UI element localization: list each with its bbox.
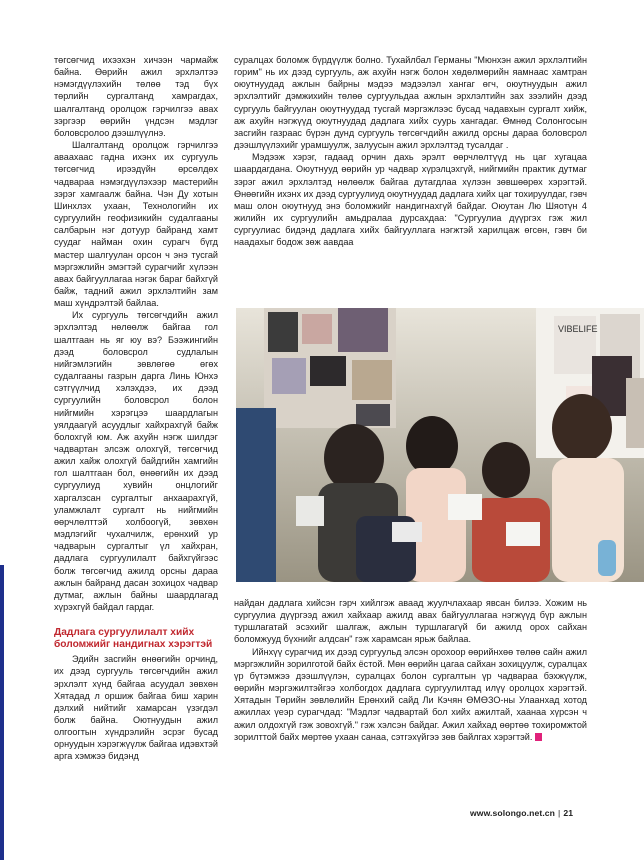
- job-fair-photo-illustration: [236, 308, 644, 582]
- page-edge-bar: [0, 565, 4, 860]
- right-top-paragraph-2: Мэдээж хэрэг, гадаад орчин дахь эрэлт өөрчлөлтүүд нь цаг хугацаа шаардагдана. Оюутнууд өөрийн ур чадвар хүрэлцэхгүй, нийгмийн практик дутмаг зэрэг ажил эрхлэлтэд нөлөөлж байгаа дутагдлаа хүлээн зөвшөөрөх хэрэгтэй. Өнөөгийн ихэнх их дээд сургуулиуд оюутнуудад дадлага хийх цаг тохируулдаг, гэвч маш олон оюутнууд энэ боломжийг нандигнахгүй байдаг. Оюутан Лю Шяотүн 4 жилийн их сургуулийн амьдралаа дурсахдаа: "Сургуулиа дүүргэх гэж жил сургуулиас бидэнд дадлага хийх байгууллага нэгжтэй харилцаж өгсөн, гэвч би наадахыг бодож зөж аавдаа: [234, 152, 587, 248]
- right-top-paragraph-1: суралцах боломж бүрдүүлж болно. Тухайлбал Германы "Мюнхэн ажил эрхлэлтийн горим" нь их дээд сургууль, аж ахуйн нэгж болон хөдөлмөрийн яамнаас хамтран оюутнуудад ажлын байрны мэдээ мэдээлэл хангаг өгч, оюутнуудын ажил эрхлэлтийг дэмжихийн төлөө сургуульдаа ажлын эрхлэлтийн зах зээлийн дээд сургууль байгуулан оюутнуудад тусгай мэргэжлээс бусад чадавхын сургалт хийж, аж ахуйн нэгжүүд оюутнуудад дадлага хийх суурь хангадаг. Өмнөд Солонгосын засгийн газраас бүрэн дунд сургууль төгсөгчдийн ажилд орсны дараа боловсрол дээшлүүлэхийг урамшуулж, залуусын ажил эрхлэлтэд тусалдаг .: [234, 55, 587, 151]
- left-paragraph-1: төгсөгчид ихээхэн хичээн чармайж байна. Өөрийн ажил эрхлэлтээ нэмэгдүүлэхийн төлөө тэд бүх төрлийн сургалтанд хамрагдах, шалгалтанд оролцож гэрчилгээ авах зэргээр өөрийн үндсэн мэдлэг боловсролоо дээшлүүлнэ.: [54, 55, 218, 138]
- footer-separator: |: [558, 808, 561, 818]
- left-paragraph-4: Эдийн засгийн өнөөгийн орчинд, их дээд сургууль төгсөгчдийн ажил эрхлэлт хүнд байгаа асуудал зөвхөн Хятадад л оршиж байгаа биш харин дэлхий нийтийг хамарсан үзэгдэл болж байна. Оютнуудын ажил олгоогтын хүндрэлийн эсрэг бусад орнуудын хэрэгжүүлж байгаа идэвхтэй арга хэмжээ бидэнд: [54, 654, 218, 762]
- right-column-bottom: [234, 597, 587, 743]
- page-number: 21: [563, 808, 574, 818]
- left-paragraph-3: Их сургууль төгсөгчдийн ажил эрхлэлтэд нөлөөлж байгаа гол шалтгаан нь яг юу вэ? Бээжингийн дээд боловсрол судлалын нийгэмлэгийн зөвлөгөө өгөх судалгааны газрын дарга Линь Юнхэ сэтгүүлчид хэлэхдээ, их дээд сургуулийн боловсрол болон нийгмийн хэрэгцээ шаардлагын уялдаагүй асуудлыг хайхрахгүй байж болохгүй юм. Аж ахуйн нэгж шилдэг чадвартан элсэж олохгүй, төгсөгчид ажил хайж олохгүй байдгийн хамгийн гол шалтгаан бол, өнөөгийн их дээд сургуулиуд хувийн онцлогийг харгалзсан сургалтыг анхаарахгүй, уламжлалт сургалт нь нийгмийн өөрчлөлттэй холбоогүй, зөвхөн мэдлэгийг чухалчилж, ерөнхий ур чадварын сургалтыг үл хайхран, дадлага сургуулилалт байхгүйгээс болж төгсөгчид ажилд орсны дараа ажлын байранд дасан зохицох чадвар дутмаг, ажлын байны шаардлагад хүрэхгүй байдал гардаг.: [54, 310, 218, 613]
- left-paragraph-2: Шалгалтанд оролцож гэрчилгээ аваахаас гадна ихэнх их сургууль төгсөгчид ирээдүйн өрсөлдөх чадвараа нэмэгдүүлэхээр мастерийн зэрэг хамгаалж байна. Чэн Ду хотын Шинхлэх ухаан, Технологийн их сургуулийн геофизикийн судалгааны салбарын нэг дотуур байранд хамт суудаг найман охин сурагч бүгд мастер шалгуулан орсон ч энэ тусгай мэргэжлийн эмэгтэй сурагчийг хүлээн авах байгууллагаа нэгэк бараг байхгүй байж, тадний ажил эрхлэлтийн зам маш хүндрэлтэй байлаа.: [54, 140, 218, 309]
- right-bottom-paragraph-2-text: Ийнхүү сурагчид их дээд сургуульд элсэн орохоор өөрийнхөө төлөө сайн ажил мэргэжлийн зорилготой байх ёстой. Мөн өөрийн цагаа сайхан зохицуулж, суралцах үр бүтэмжээ дээшлүүлэн, суралцах болон сургалтын үр чадвараа бэхжүүлж, өөрийн мэргэжилтэйгээ холбогдох дадлага сургуулилтад илүү оролцох хэрэгтэй. Хятадын Төрийн зөвлөлийн Ерөнхий сайд Ли Кэчян ӨМӨЗО-ны Улаанхад хотод ажиллах үеэр сурагчдад: "Мэдлэг чадвартай бол хийх ажилтай, хаанаа хүрсэн ч ажил олдохгүй гэж зовохгүй." гэж хэлсэн байдаг. Ажил хайхад өөртөө тохиромжтой зорилттой байх мөртөө ухаан санаа, сэтгэхүйгээ зөв байлгах хэрэгтэй.: [234, 646, 587, 742]
- right-column-top: [234, 54, 587, 249]
- job-fair-photo: [236, 308, 644, 582]
- article-end-mark: [535, 733, 542, 741]
- section-heading: Дадлага сургуулилалт хийх боломжийг нандигнах хэрэгтэй: [54, 627, 213, 651]
- photo-banner-text: VIBELIFE: [558, 324, 598, 334]
- right-bottom-paragraph-1: найдан дадлага хийсэн гэрч хийлгэж аваад жуулчлахаар явсан билээ. Хожим нь сургуулиа дүүргээд ажил хайхаар ажилд авах байгууллагаа нэгжүүд бүр ажлын туршлагатай эсэхийг шалгаж, ажлын туршлагагүй би ажилд орох сайхан боломжууд бүхнийг алдсан" гэж харамсан ярьж байлаа.: [234, 598, 587, 645]
- right-bottom-paragraph-2: [234, 646, 587, 743]
- footer-url: www.solongo.net.cn: [470, 808, 556, 818]
- left-column: [54, 54, 218, 763]
- page-footer: [470, 808, 573, 818]
